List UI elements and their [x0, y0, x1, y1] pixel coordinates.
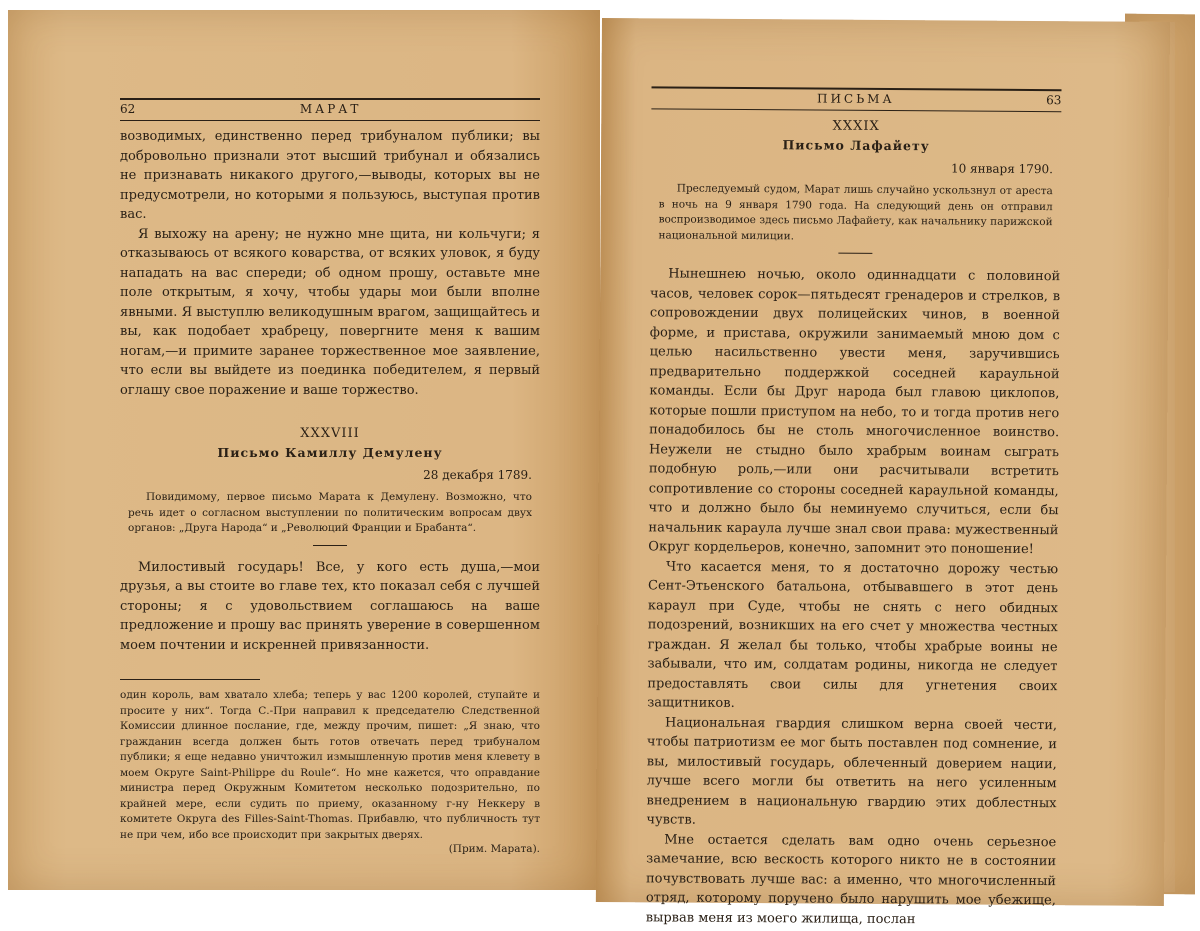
letter-paragraph-2: Что касается меня, то я достаточно дорожу честью Сент-Этьенского батальона, отбывавшего в этот день караул при Суде, чтобы не снять с него обидных подозрений, возникших на его счет у множества честных граждан. Я желал бы только, чтобы храбрые воины не забывали, что им, солдатам родины, никогда не следует предоставлять свои силы для угнетения своих защитников.	[647, 558, 1059, 711]
letter-date: 10 января 1790.	[950, 161, 1054, 177]
footnote-text: один король, вам хватало хлеба; теперь у вас 1200 королей, ступайте и просите у них“. Тогда С.-При направил к председателю Следственной Комиссии длинное послание, где, между прочим, пишет: „Я знаю, что гражданин всегда должен быть готов отвечать перед трибуналом публики; я еще недавно уничтожил измышленную против меня клевету в моем Округе Saint-Philippe du Roule“. Но мне кажется, что оправдание министра перед Окружным Комитетом несколько подозрительно, по крайней мере, если судить по приему, оказанному г-ну Неккеру в комитете Округа des Filles-Saint-Thomas. Прибавлю, что публичность тут не при чем, ибо все происходит при закрытых дверях.	[120, 689, 540, 841]
left-page-header	[120, 102, 540, 118]
header-underline	[651, 108, 1061, 112]
left-page	[8, 10, 600, 890]
right-page	[596, 18, 1170, 927]
right-page-header	[651, 90, 1061, 109]
section-divider	[838, 253, 872, 254]
chapter-title: Письмо Лафайету	[782, 137, 930, 154]
left-running-title: МАРАТ	[299, 102, 362, 116]
intro-note: Повидимому, первое письмо Марата к Демулену. Возможно, что речь идет о согласном выступлении по политическим вопросам двух органов: „Друга Народа“ и „Революций Франции и Брабанта“.	[128, 491, 532, 534]
footnote-signature: (Прим. Марата).	[448, 843, 540, 855]
footnote-rule	[120, 679, 260, 680]
left-page-number: 62	[120, 102, 136, 116]
right-page-content	[646, 86, 1062, 930]
intro-note: Преследуемый судом, Марат лишь случайно ускользнул от ареста в ночь на 9 января 1790 года. На следующий день он отправил воспроизводимое здесь письмо Лафайету, как начальнику парижской национальной милиции.	[658, 182, 1053, 242]
continuation-paragraph: возводимых, единственно перед трибуналом публики; вы добровольно признали этот высший трибунал и обязались не признавать никакого другого,—выводы, которых вы не предусмотрели, но которыми я пользуюсь, выступая против вас.	[120, 129, 540, 222]
left-page-content	[120, 98, 540, 855]
header-underline	[120, 120, 540, 121]
letter-paragraph-1: Нынешнею ночью, около одиннадцати с половиной часов, человек сорок—пятьдесят гренадеров и стрелков, в сопровождении двух полицейских чинов, в военной форме, и пристава, окружили занимаемый мною дом с целью насильственно увести меня, заручившись предварительно поддержкой соседней караульной команды. Если бы Друг народа был главою циклопов, которые пошли приступом на небо, то и тогда против него понадобилось бы не столь многочисленное воинство. Неужели не стыдно было храбрым воинам сыграть подобную роль,—или они расчитывали встретить сопротивление со стороны соседней караульной команды, что и должно было бы неминуемо случиться, если бы начальник караула лучше знал свои права: мужественный Округ кордельеров, конечно, запомнит это поношение!	[648, 266, 1061, 558]
arena-paragraph: Я выхожу на арену; не нужно мне щита, ни кольчуги; я отказываюсь от всякого коварства, от всяких уловок, я буду нападать на вас спереди; об одном прошу, оставьте мне поле открытым, я хочу, чтобы удары мои были вполне явными. Я выступлю великодушным врагом, защищайтесь и вы, как подобает храбрецу, повергните меня к вашим ногам,—и примите заранее торжественное мое заявление, что если вы выйдете из поединка победителем, я первый оглашу свое поражение и ваше торжество.	[120, 226, 540, 398]
right-page-number: 63	[1046, 93, 1062, 108]
right-running-title: ПИСЬМА	[816, 91, 895, 107]
chapter-number: XXXVIII	[300, 426, 360, 441]
chapter-number: XXXIX	[832, 118, 880, 134]
letter-date: 28 декабря 1789.	[423, 468, 532, 482]
chapter-title: Письмо Камиллу Демулену	[217, 445, 443, 460]
section-divider	[313, 545, 347, 546]
letter-paragraph-4: Мне остается сделать вам одно очень серьезное замечание, всю вескость которого никто не в состоянии почувствовать лучше вас: а именно, что многочисленный отряд, которому поручено было нарушить мое убежище, вырвав меня из моего жилища, послан	[645, 831, 1057, 927]
letter-paragraph: Милостивый государь! Все, у кого есть душа,—мои друзья, а вы стоите во главе тех, кто показал себя с лучшей стороны; я с удовольствием соглашаюсь на ваше предложение и прошу вас принять уверение в совершенном моем почтении и искренней привязанности.	[120, 559, 540, 653]
header-rule	[120, 98, 540, 100]
letter-paragraph-3: Национальная гвардия слишком верна своей чести, чтобы патриотизм ее мог быть поставлен под сомнение, и вы, милостивый государь, облеченный доверием нации, лучше всего могли бы ответить на него усиленным внедрением в национальную гвардию этих доблестных чувств.	[646, 714, 1058, 828]
